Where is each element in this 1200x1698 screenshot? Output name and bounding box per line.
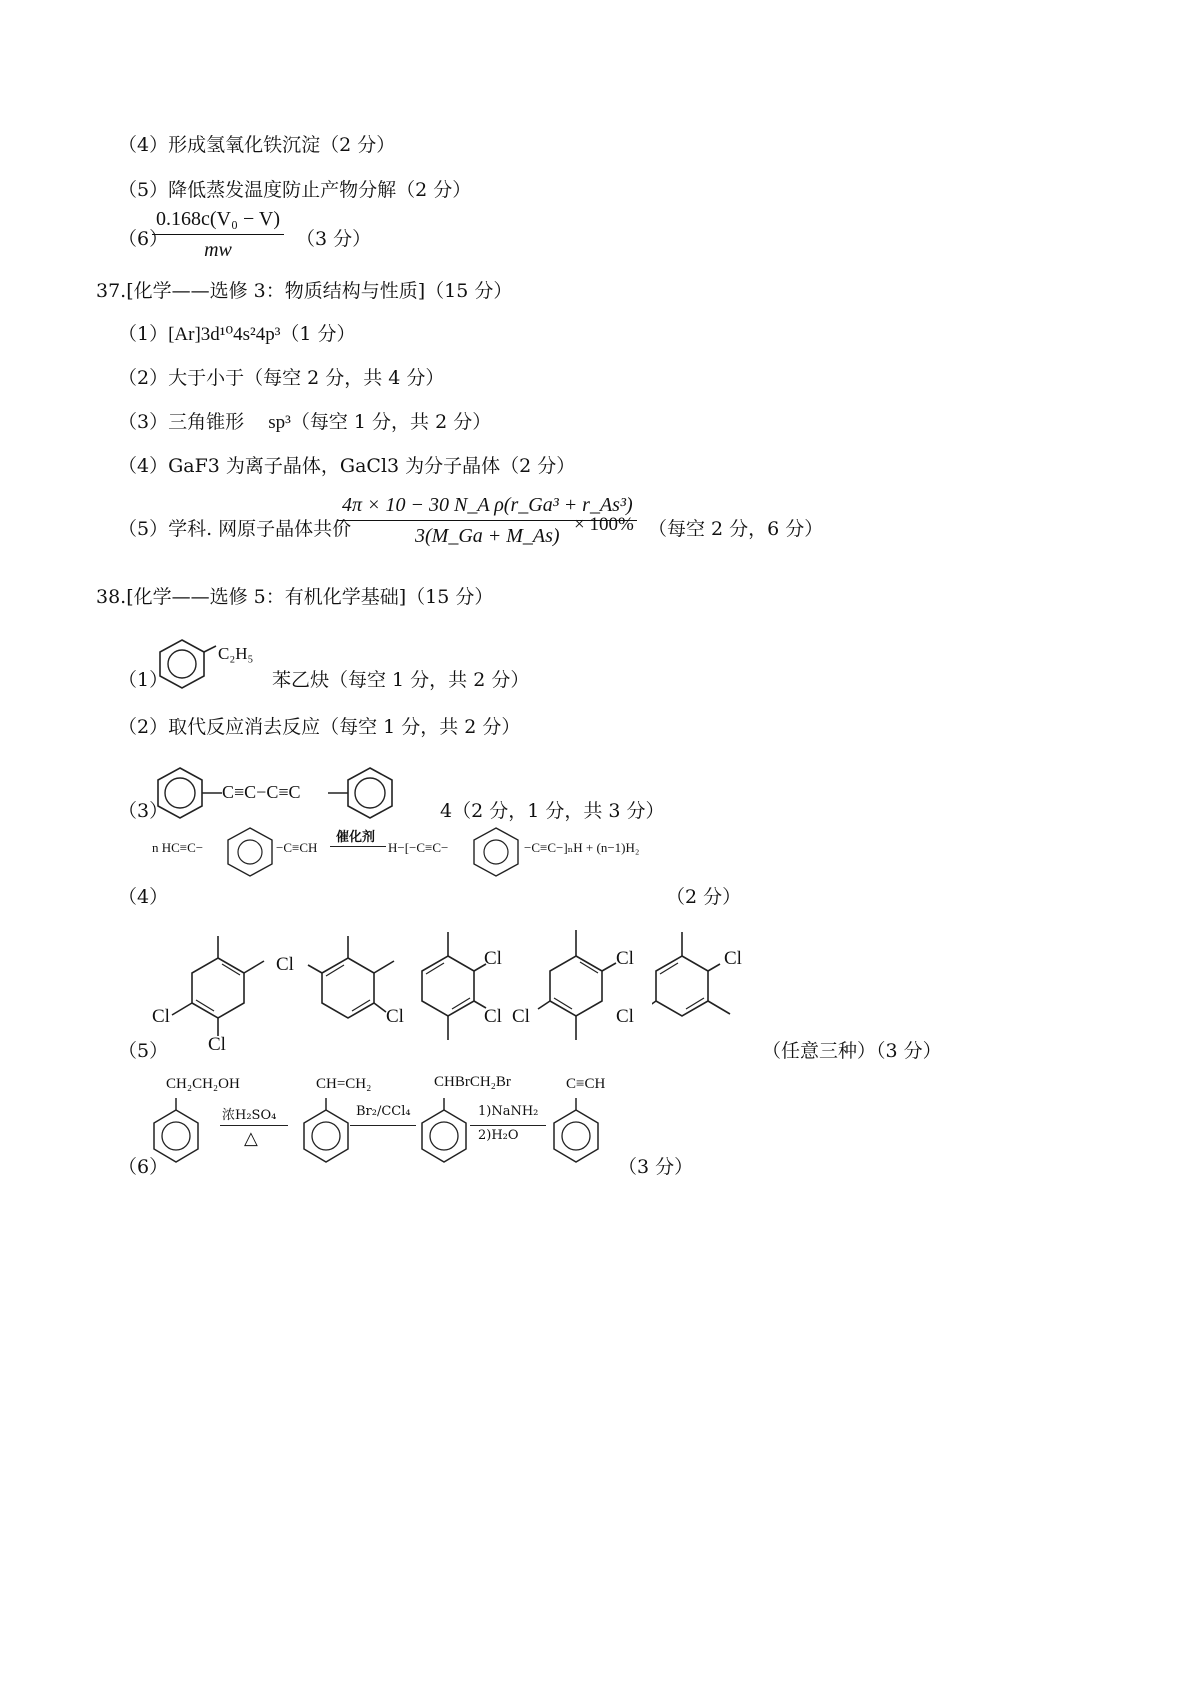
route-m2-group: CH=CH₂ <box>316 1076 372 1092</box>
ethyl-group-label: C₂H₅ <box>218 644 254 663</box>
isomer-5 <box>652 924 762 1044</box>
isomer-4-cl-b: Cl <box>512 1006 530 1027</box>
isomer-5-cl-a: Cl <box>724 948 742 969</box>
isomer-3 <box>410 924 520 1064</box>
isomer-3-cl-b: Cl <box>484 1006 502 1027</box>
q38-item-5-label: （5） <box>118 1040 169 1062</box>
q36-item-6-denominator: mw <box>204 239 232 261</box>
q38-item-5-score: （任意三种）（3 分） <box>762 1040 942 1062</box>
route-m1-ring <box>146 1098 206 1168</box>
q37-item-2: （2）大于小于（每空 2 分，共 4 分） <box>118 367 445 389</box>
isomer-3-cl-a: Cl <box>484 948 502 969</box>
q36-item-6-fraction <box>152 208 284 262</box>
route-r3b: 2)H₂O <box>478 1128 519 1143</box>
q37-item-3-score: （每空 1 分，共 2 分） <box>290 411 492 433</box>
q37-item-1-label: （1） <box>118 323 169 345</box>
q37-item-5-label: （5）学科. 网原子晶体共价 <box>118 518 352 540</box>
q37-item-1-config: [Ar]3d¹⁰4s²4p³ <box>168 324 281 345</box>
ethylbenzene-structure <box>152 636 272 696</box>
route-r2: Br₂/CCl₄ <box>356 1104 411 1119</box>
q38-item-4-score: （2 分） <box>666 886 742 908</box>
route-r1: 浓H₂SO₄ <box>222 1108 277 1123</box>
route-m3-ring <box>414 1098 474 1168</box>
q37-item-3-label: （3）三角锥形 <box>118 411 245 433</box>
q38-item-1-text: 苯乙炔（每空 1 分，共 2 分） <box>272 669 530 691</box>
q37-item-1 <box>118 319 356 346</box>
isomer-1-cl-b: Cl <box>208 1034 226 1055</box>
q38-title: 38.[化学——选修 5：有机化学基础]（15 分） <box>96 586 494 608</box>
route-r1-heat: △ <box>244 1128 258 1149</box>
q38-item-2: （2）取代反应消去反应（每空 1 分，共 2 分） <box>118 716 521 738</box>
q37-item-5-denominator: 3(M_Ga + M_As) <box>415 525 560 547</box>
route-m4-group: C≡CH <box>566 1076 606 1092</box>
q37-item-5-score: （每空 2 分，6 分） <box>648 518 824 540</box>
q38-item-4-label: （4） <box>118 886 169 908</box>
q37-item-3-hybrid: sp³ <box>268 412 291 433</box>
route-arrow-3 <box>470 1125 546 1126</box>
q36-item-4: （4）形成氢氧化铁沉淀（2 分） <box>118 134 396 156</box>
isomer-4 <box>530 924 640 1064</box>
route-m3-group: CHBrCH₂Br <box>434 1074 511 1090</box>
q38-item-3-label: （3） <box>118 800 169 822</box>
diyne-chain: C≡C−C≡C <box>222 782 301 802</box>
isomer-4-cl-a: Cl <box>616 948 634 969</box>
q36-item-5: （5）降低蒸发温度防止产物分解（2 分） <box>118 179 472 201</box>
q38-item-6-label: （6） <box>118 1156 169 1178</box>
q36-item-6-label: （6） <box>118 228 169 250</box>
isomer-5-cl-b: Cl <box>616 1006 634 1027</box>
route-arrow-2 <box>350 1125 416 1126</box>
q37-item-4: （4）GaF3 为离子晶体，GaCl3 为分子晶体（2 分） <box>118 455 576 477</box>
product-end: −C≡C−]ₙH + (n−1)H₂ <box>524 840 640 855</box>
isomer-2-cl-b: Cl <box>386 1006 404 1027</box>
route-r3a: 1)NaNH₂ <box>478 1104 539 1119</box>
catalyst-label: 催化剂 <box>336 830 376 845</box>
q38-item-3-text: 4（2 分，1 分，共 3 分） <box>440 800 665 822</box>
product-ring <box>470 826 522 878</box>
reactant-start: n HC≡C− <box>152 840 204 855</box>
route-m1-group: CH₂CH₂OH <box>166 1076 240 1092</box>
reaction-arrow <box>330 846 386 847</box>
route-m2-ring <box>296 1098 356 1168</box>
q38-item-6-score: （3 分） <box>618 1156 694 1178</box>
product-start: H−[−C≡C− <box>388 840 449 855</box>
q37-title: 37.[化学——选修 3：物质结构与性质]（15 分） <box>96 280 513 302</box>
isomer-2-cl-a: Cl <box>276 954 294 975</box>
route-arrow-1 <box>220 1125 288 1126</box>
route-m4-ring <box>546 1098 606 1168</box>
q36-item-6-score: （3 分） <box>296 228 372 250</box>
reactant-end: −C≡CH <box>276 840 318 855</box>
q37-item-1-score: （1 分） <box>280 323 356 345</box>
isomer-1-cl-a: Cl <box>152 1006 170 1027</box>
reactant-ring <box>224 826 276 878</box>
q38-item-1-label: （1） <box>118 669 169 691</box>
q37-item-3 <box>118 407 491 434</box>
q37-item-5-numerator: 4π × 10 − 30 N_A ρ(r_Ga³ + r_As³) <box>338 494 637 521</box>
q36-item-6-numerator: 0.168c(V₀ − V) <box>152 208 284 235</box>
q37-item-5-tail: × 100% <box>574 514 634 535</box>
